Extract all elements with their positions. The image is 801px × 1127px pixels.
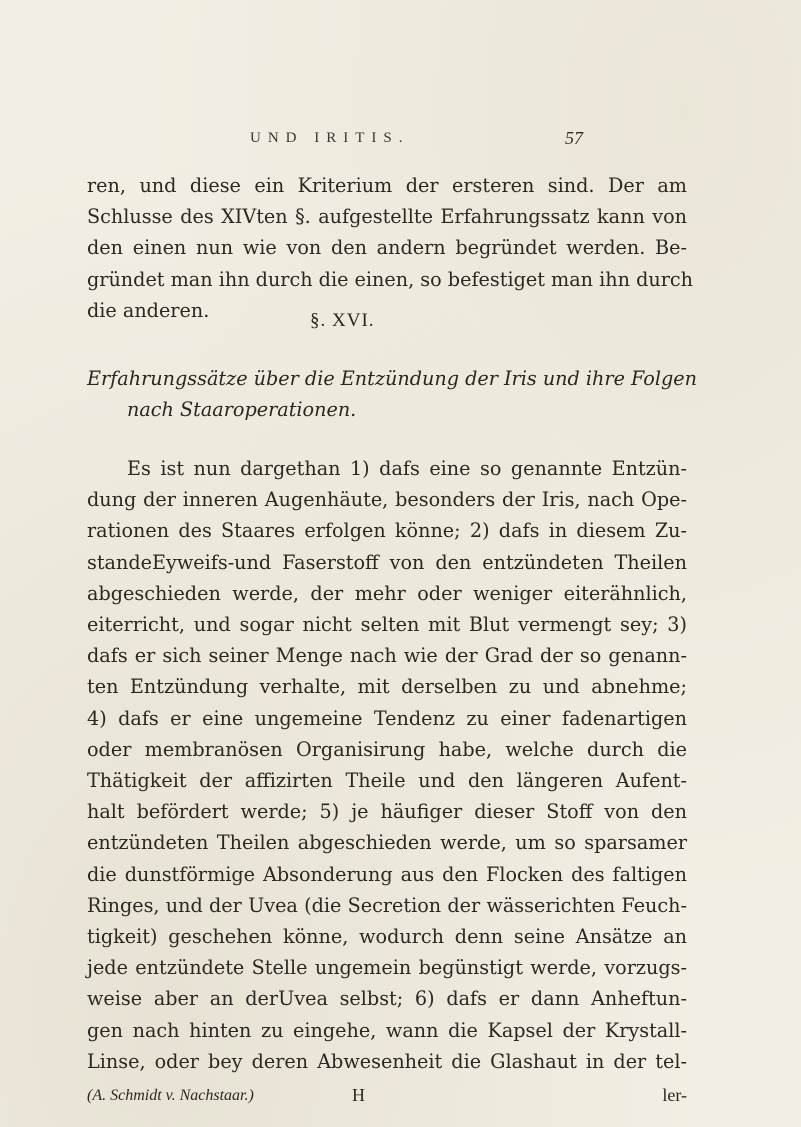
text-line: abgeschieden werde, der mehr oder weniger eiterähnlich,: [87, 581, 687, 605]
subtitle-line: nach Staaroperationen.: [127, 398, 357, 421]
text-line: Ringes, und der Uvea (die Secretion der wässerichten Feuch-: [87, 893, 687, 917]
footnote-reference: (A. Schmidt v. Nachstaar.): [87, 1087, 254, 1104]
text-line: ren, und diese ein Kriterium der ersteren sind. Der am: [87, 174, 687, 197]
text-line: Thätigkeit der affizirten Theile und den längeren Aufent-: [87, 769, 687, 793]
text-line: dafs er sich seiner Menge nach wie der Grad der so genann-: [87, 644, 687, 668]
text-line: standeEyweifs-und Faserstoff von den entzündeten Theilen: [87, 550, 687, 574]
text-line: eiterricht, und sogar nicht selten mit Blut vermengt sey; 3): [87, 613, 687, 637]
text-line: weise aber an derUvea selbst; 6) dafs er dann Anheftun-: [87, 987, 687, 1011]
text-line: oder membranösen Organisirung habe, welche durch die: [87, 737, 687, 761]
paragraph-1: [87, 170, 693, 326]
paragraph-2: [87, 453, 687, 1077]
text-line: rationen des Staares erfolgen könne; 2) dafs in diesem Zu-: [87, 519, 687, 543]
text-line: Es ist nun dargethan 1) dafs eine so genannte Entzün-: [127, 457, 687, 480]
section-subtitle: [87, 363, 697, 425]
signature-mark: H: [352, 1085, 365, 1105]
text-line: halt befördert werde; 5) je häufiger dieser Stoff von den: [87, 800, 687, 824]
section-heading: §. XVI.: [310, 310, 375, 331]
text-line: jede entzündete Stelle ungemein begünstigt werde, vorzugs-: [87, 956, 687, 980]
text-line: dung der inneren Augenhäute, besonders der Iris, nach Ope-: [87, 488, 687, 512]
text-line: den einen nun wie von den andern begründet werden. Be-: [87, 236, 687, 260]
running-head: UND IRITIS.: [250, 130, 410, 146]
subtitle-line: Erfahrungssätze über die Entzündung der Iris und ihre Folgen: [87, 367, 697, 390]
text-line: 4) dafs er eine ungemeine Tendenz zu einer fadenartigen: [87, 706, 687, 730]
text-line: ten Entzündung verhalte, mit derselben zu und abnehme;: [87, 675, 687, 699]
catchword: ler-: [662, 1085, 687, 1105]
text-line: die anderen.: [87, 298, 210, 322]
page-number: 57: [565, 128, 583, 148]
text-line: Schlusse des XIVten §. aufgestellte Erfahrungssatz kann von: [87, 205, 687, 229]
text-line: gen nach hinten zu eingehe, wann die Kapsel der Krystall-: [87, 1018, 687, 1042]
text-line: entzündeten Theilen abgeschieden werde, um so sparsamer: [87, 831, 687, 855]
text-line: Linse, oder bey deren Abwesenheit die Glashaut in der tel-: [87, 1049, 687, 1073]
text-line: die dunstförmige Absonderung aus den Flocken des faltigen: [87, 862, 687, 886]
text-line: gründet man ihn durch die einen, so befestiget man ihn durch: [87, 267, 693, 291]
text-line: tigkeit) geschehen könne, wodurch denn seine Ansätze an: [87, 925, 687, 949]
